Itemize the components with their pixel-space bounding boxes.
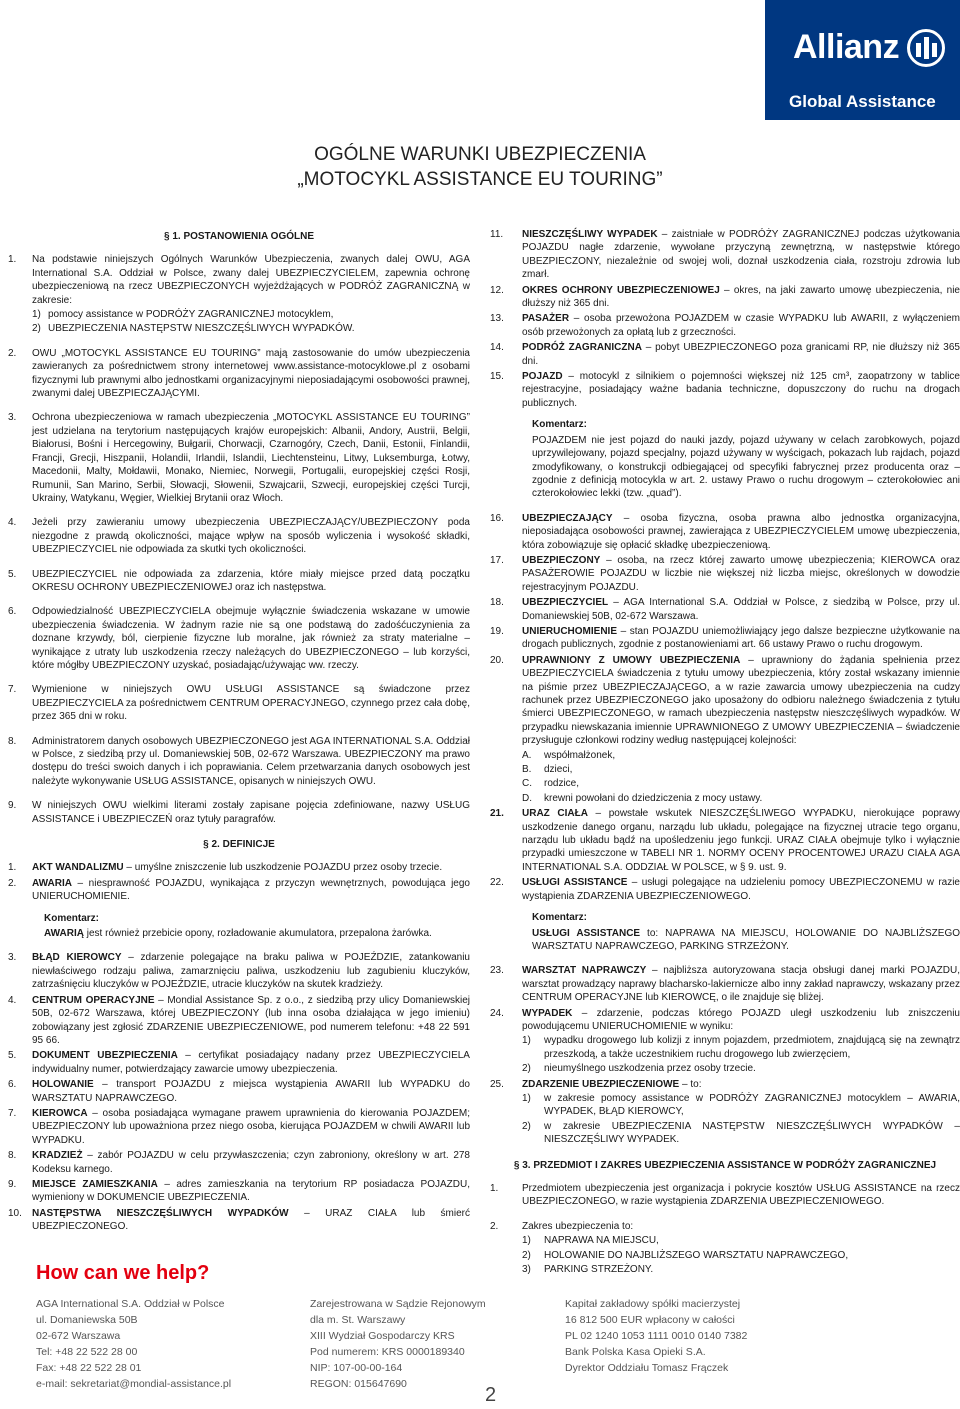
clause-8-text: Administratorem danych osobowych UBEZPIECZONEGO jest AGA INTERNATIONAL S.A. Oddział w Polsce, z siedzibą przy ul. Domaniewskiej 50B, 02-672 Warszawa. UBEZPIECZONY ma prawo dostępu do treści swoich danych i ich poprawiania. Celem przetwarzania danych osobowych jest należyte wykonywanie USŁUG ASSISTANCE, opisanych w niniejszych OWU. (32, 735, 470, 787)
clause-4: 4. Jeżeli przy zawieraniu umowy ubezpieczenia UBEZPIECZAJĄCY/UBEZPIECZONY poda niezgodne z prawdą okoliczności, mające wpływ na sposób wyliczenia i wysokość składki, UBEZPIECZYCIEL nie odpowiada za skutki tych okoliczności. (8, 517, 470, 556)
title-line-2: „MOTOCYKL ASSISTANCE EU TOURING” (297, 169, 663, 190)
right-column (490, 228, 960, 1287)
comment-3 (532, 911, 960, 953)
definition-14: 14. PODRÓŻ ZAGRANICZNA – pobyt UBEZPIECZONEGO poza granicami RP, nie dłuższy niż 365 dni. (490, 342, 960, 367)
definition-13-text: – osoba przewożona POJAZDEM w czasie WYPADKU lub AWARII, z wyłączeniem osób przewożonych za opłatą lub z grzeczności. (522, 313, 960, 338)
definition-18-text: – AGA International S.A. Oddział w Polsce, z siedzibą w Polsce, przy ul. Domaniewskiej 50B, 02-672 Warszawa. (522, 597, 960, 622)
comment-3-text: to: NAPRAWA NA MIEJSCU, HOLOWANIE DO NAJBLIŻSZEGO WARSZTATU NAPRAWCZEGO, PARKING STRZEŻONY. (532, 927, 960, 952)
allianz-logo (793, 28, 945, 67)
definition-20-b: dzieci, (544, 764, 573, 776)
footer-registration-info (310, 1296, 486, 1392)
document-title (0, 142, 960, 192)
definition-17: 17. UBEZPIECZONY – osoba, na rzecz której zawarto umowę ubezpieczenia; KIEROWCA oraz PASAŻEROWIE POJAZDU w liczbie nie większej niż liczba miejsc, określonych w dowodzie rejestracyjnym POJAZDU. (490, 554, 960, 593)
definition-13: 13. PASAŻER – osoba przewożona POJAZDEM w czasie WYPADKU lub AWARII, z wyłączeniem osób przewożonych za opłatą lub z grzeczności. (490, 313, 960, 338)
definition-17-term: UBEZPIECZONY (522, 554, 601, 566)
definition-20-d: krewni powołani do dziedziczenia z mocy ustawy. (544, 792, 763, 804)
clause-3-text: Ochrona ubezpieczeniowa w ramach ubezpieczenia „MOTOCYKL ASSISTANCE EU TOURING” jest udzielana na terytorium następujących krajów europejskich: Albanii, Andory, Austrii, Belgii, Białorusi, Bośni i Hercegowiny, Bułgarii, Chorwacji, Czarnogóry, Czech, Danii, Estonii, Finlandii, Francji, Grecji, Hiszpanii, Holandii, Irlandii, Islandii, Liechtensteinu, Litwy, Luksemburga, Łotwy, Macedonii, Malty, Mołdawii, Monako, Niemiec, Norwegii, Portugalii, europejskiej części Rosji, Rumunii, San Marino, Serbii, Słowacji, Słowenii, Szwajcarii, Szwecji, europejskiej części Turcji, Ukrainy, Watykanu, Węgier, Wielkiej Brytanii oraz Włoch. (32, 412, 470, 504)
definition-19: 19. UNIERUCHOMIENIE – stan POJAZDU uniemożliwiający jego dalsze bezpieczne użytkowanie na drogach publicznych, zgodnie z postanowieniami art. 66 ustawy Prawo o ruchu drogowym. (490, 625, 960, 651)
footer-line: PL 02 1240 1053 1111 0010 0140 7382 (565, 1330, 748, 1342)
definition-9-text: – adres zamieszkania na terytorium RP posiadacza POJAZDU, wymieniony w DOKUMENCIE UBEZPIECZENIA. (32, 1178, 470, 1204)
footer-capital-info (565, 1296, 747, 1376)
definition-20: 20. UPRAWNIONY Z UMOWY UBEZPIECZENIA – uprawniony do żądania spełnienia przez UBEZPIECZYCIELA świadczenia z tytułu umowy ubezpieczenia, który został wskazany imiennie na piśmie przez UBEZPIECZAJĄCEGO, a w razie zawarcia umowy ubezpieczenia na cudzy rachunek przez UBEZPIECZONEGO jako uposażony do odbioru należnego świadczenia z tytułu śmierci UBEZPIECZONEGO, w ramach ubezpieczenia następstw nieszczęśliwych wypadków. W przypadku niewskazania imiennie UPRAWNIONEGO Z UMOWY UBEZPIECZENIA – świadczenie przysługuje członkowi rodziny według następującej kolejności: A. współmałżonek, B. dzieci, C. rodzice, D. krewni powołani do dziedziczenia z mocy ustawy. (490, 654, 960, 804)
definition-24-b: nieumyślnego uszkodzenia przez osoby trzecie. (544, 1063, 756, 1075)
footer-line: Zarejestrowana w Sądzie Rejonowym (310, 1298, 486, 1310)
comment-3-label: Komentarz: (532, 912, 588, 924)
definition-16-text: – osoba fizyczna, osoba prawna albo jednostka organizacyjna, nieposiadająca osobowości prawnej, zawierająca z UBEZPIECZYCIELEM umowę ubezpieczenia, która zobowiązuje się opłacić składkę ubezpieczeniową. (522, 512, 960, 551)
definition-9-term: MIEJSCE ZAMIESZKANIA (32, 1178, 158, 1190)
clause-1-a: pomocy assistance w PODRÓŻY ZAGRANICZNEJ motocyklem, (48, 309, 334, 321)
clause-7: 7. Wymienione w niniejszych OWU USŁUGI ASSISTANCE są świadczone przez UBEZPIECZYCIELA za pośrednictwem CENTRUM OPERACYJNEGO, czynnego przez cała dobę, przez 365 dni w roku. (8, 684, 470, 723)
definition-10-text: – URAZ CIAŁA lub śmierć UBEZPIECZONEGO. (32, 1207, 471, 1233)
definition-11-term: NIESZCZĘŚLIWY WYPADEK (522, 229, 658, 240)
definition-22-text: – usługi polegające na udzieleniu pomocy UBEZPIECZONEMU w razie wystąpienia ZDARZENIA UBEZPIECZENIOWEGO. (522, 877, 960, 902)
comment-2-text: POJAZDEM nie jest pojazd do nauki jazdy, pojazd używany w celach zarobkowych, pojazd uprzywilejowany, pojazd specjalny, pojazd używany w wyścigach, pokazach lub rajdach, pojazd zmodyfikowany, o konstrukcji odbiegającej od specyfiki fabrycznej przez producenta oraz – zgodnie z definicją motocykla w art. 2. ustawy Prawo o ruchu drogowym – czterokołowiec ani czterokołowiec lekki (tzw. „quad”). (532, 434, 960, 500)
footer-line: REGON: 015647690 (310, 1378, 407, 1390)
definition-14-term: PODRÓŻ ZAGRANICZNA (522, 342, 642, 354)
definition-25: 25. ZDARZENIE UBEZPIECZENIOWE – to: 1) w zakresie pomocy assistance w PODRÓŻY ZAGRANICZNEJ motocyklem – AWARIA, WYPADEK, BŁĄD KIEROWCY, 2) w zakresie UBEZPIECZENIA NASTĘPSTW NIESZCZĘŚLIWYCH WYPADKÓW – NIESZCZĘŚLIWY WYPADEK. (490, 1078, 960, 1146)
definition-12-term: OKRES OCHRONY UBEZPIECZENIOWEJ (522, 284, 720, 296)
clause-1: 1. Na podstawie niniejszych Ogólnych Warunków Ubezpieczenia, zwanych dalej OWU, AGA International S.A. Oddział w Polsce, zwany dalej UBEZPIECZYCIELEM, zapewnia ochronę ubezpieczeniową na rzecz UBEZPIECZONYCH wyjeżdżających w PODRÓŻ ZAGRANICZNĄ w zakresie: 1) pomocy assistance w PODRÓŻY ZAGRANICZNEJ motocyklem, 2) UBEZPIECZENIA NASTĘPSTW NIESZCZĘŚLIWYCH WYPADKÓW. (8, 254, 470, 335)
definition-23: 23. WARSZTAT NAPRAWCZY – najbliższa autoryzowana stacja obsługi danej marki POJAZDU, warsztat prowadzący naprawy blacharsko-lakiernicze albo inny zakład naprawczy, wskazany przez CENTRUM OPERACYJNE lub KIEROWCĘ, o ile znajduje się bliżej. (490, 965, 960, 1004)
definition-5-text: – certyfikat posiadający nadany przez UBEZPIECZYCIELA indywidualny numer, potwierdzający zawarcie umowy ubezpieczenia. (32, 1050, 470, 1075)
footer-line: Bank Polska Kasa Opieki S.A. (565, 1346, 706, 1358)
definition-22-term: USŁUGI ASSISTANCE (522, 877, 628, 889)
scope-item-1: NAPRAWA NA MIEJSCU, (544, 1235, 659, 1247)
definition-15: 15. POJAZD – motocykl z silnikiem o pojemności większej niż 125 cm³, zaopatrzony w tablice rejestracyjne, posiadający ważne badania techniczne, dopuszczony do ruchu na drogach publicznych. (490, 371, 960, 409)
scope-item-3: PARKING STRZEŻONY. (544, 1264, 654, 1276)
footer-line: dla m. St. Warszawy (310, 1314, 406, 1326)
clause-8: 8. Administratorem danych osobowych UBEZPIECZONEGO jest AGA INTERNATIONAL S.A. Oddział w Polsce, z siedzibą przy ul. Domaniewskiej 50B, 02-672 Warszawa. UBEZPIECZONY ma prawo dostępu do treści swoich danych i ich poprawiania. Celem przetwarzania danych osobowych jest należyte wykonywanie USŁUG ASSISTANCE, opisanych w niniejszych OWU. (8, 735, 470, 787)
comment-2 (532, 418, 960, 500)
clause-4-text: Jeżeli przy zawieraniu umowy ubezpieczenia UBEZPIECZAJĄCY/UBEZPIECZONY poda niezgodne z prawdą okoliczności, mające wpływ na sposób wyliczenia i wysokość składki, UBEZPIECZYCIEL nie odpowiada za skutki tych okoliczności. (32, 517, 470, 556)
definition-25-a: w zakresie pomocy assistance w PODRÓŻY ZAGRANICZNEJ motocyklem – AWARIA, WYPADEK, BŁĄD KIEROWCY, (544, 1092, 960, 1118)
section-1-heading: § 1. POSTANOWIENIA OGÓLNE (163, 231, 314, 242)
clause-9: 9. W niniejszych OWU wielkimi literami zostały zapisane pojęcia zdefiniowane, nazwy USŁUG ASSISTANCE i UBEZPIECZEŃ oraz tytuły paragrafów. (8, 800, 470, 825)
clause-9-text: W niniejszych OWU wielkimi literami zostały zapisane pojęcia zdefiniowane, nazwy USŁUG ASSISTANCE i UBEZPIECZEŃ oraz tytuły paragrafów. (32, 800, 470, 825)
definition-18: 18. UBEZPIECZYCIEL – AGA International S.A. Oddział w Polsce, z siedzibą w Polsce, przy ul. Domaniewskiej 50B, 02-672 Warszawa. (490, 597, 960, 622)
footer-line: AGA International S.A. Oddział w Polsce (36, 1298, 225, 1310)
footer-line: 02-672 Warszawa (36, 1330, 121, 1342)
help-heading: How can we help? (36, 1262, 210, 1284)
definition-9: 9. MIEJSCE ZAMIESZKANIA – adres zamieszkania na terytorium RP posiadacza POJAZDU, wymieniony w DOKUMENCIE UBEZPIECZENIA. (8, 1178, 470, 1204)
footer-line: Fax: +48 22 522 28 01 (36, 1362, 142, 1374)
definition-2: 2. AWARIA – niesprawność POJAZDU, wynikająca z przyczyn wewnętrznych, powodująca jego UNIERUCHOMIENIE. (8, 877, 470, 903)
definition-6-text: – transport POJAZDU z miejsca wystąpienia AWARII lub WYPADKU do WARSZTATU NAPRAWCZEGO. (32, 1079, 470, 1104)
section-3-clause-1-text: Przedmiotem ubezpieczenia jest organizacja i pokrycie kosztów USŁUG ASSISTANCE na rzecz UBEZPIECZONEGO, w razie wystąpienia ZDARZENIA UBEZPIECZENIOWEGO. (522, 1183, 960, 1208)
clause-2-text: OWU „MOTOCYKL ASSISTANCE EU TOURING” mają zastosowanie do umów ubezpieczenia zawieranych za pośrednictwem strony internetowej www.assistance-motocyklowe.pl z osobami fizycznymi lub prawnymi albo jednostkami organizacyjnymi nieposiadającymi osobowości prawnej, zwanymi dalej UBEZPIECZAJĄCYMI. (32, 347, 470, 400)
definition-15-text: – motocykl z silnikiem o pojemności większej niż 125 cm³, zaopatrzony w tablice rejestracyjne, posiadający ważne badania techniczne, dopuszczony do ruchu na drogach publicznych. (522, 371, 960, 409)
footer-line: Dyrektor Oddziału Tomasz Frączek (565, 1362, 729, 1374)
definition-3-text: – zdarzenie polegające na braku paliwa w POJEŹDZIE, zatankowaniu niewłaściwego rodzaju paliwa, zamarznięciu paliwa, uszkodzeniu lub zagubieniu kluczyków, zatrzaśnięciu kluczyków w POJEŹDZIE, utracie kluczyków na skutek kradzieży. (32, 952, 470, 991)
comment-1-label: Komentarz: (44, 912, 100, 924)
section-3-clause-1: 1. Przedmiotem ubezpieczenia jest organizacja i pokrycie kosztów USŁUG ASSISTANCE na rzecz UBEZPIECZONEGO, w razie wystąpienia ZDARZENIA UBEZPIECZENIOWEGO. (490, 1183, 960, 1208)
footer-line: Tel: +48 22 522 28 00 (36, 1346, 138, 1358)
definition-3: 3. BŁĄD KIEROWCY – zdarzenie polegające na braku paliwa w POJEŹDZIE, zatankowaniu niewłaściwego rodzaju paliwa, zamarznięciu paliwa, uszkodzeniu lub zagubieniu kluczyków, zatrzaśnięciu kluczyków w POJEŹDZIE, utracie kluczyków na skutek kradzieży. (8, 952, 470, 991)
definition-13-term: PASAŻER (522, 313, 570, 325)
brand-name: Allianz (793, 28, 900, 66)
footer-line: XIII Wydział Gospodarczy KRS (310, 1330, 455, 1342)
footer-company-info (36, 1296, 231, 1392)
definition-12-text: – okres, na jaki zawarto umowę ubezpieczenia, nie dłuższy niż 365 dni. (522, 284, 960, 310)
clause-5: 5. UBEZPIECZYCIEL nie odpowiada za zdarzenia, które miały miejsce przed datą początku OKRESU OCHRONY UBEZPIECZENIOWEJ oraz ich następstwa. (8, 568, 470, 593)
brand-subtitle: Global Assistance (789, 92, 936, 111)
section-2-heading: § 2. DEFINICJE (203, 839, 275, 851)
definition-10: 10. NASTĘPSTWA NIESZCZĘŚLIWYCH WYPADKÓW – URAZ CIAŁA lub śmierć UBEZPIECZONEGO. (8, 1207, 471, 1233)
definition-1-text: – umyślne zniszczenie lub uszkodzenie POJAZDU przez osoby trzecie. (123, 862, 443, 874)
definition-1: 1. AKT WANDALIZMU – umyślne zniszczenie lub uszkodzenie POJAZDU przez osoby trzecie. (8, 862, 443, 874)
definition-19-term: UNIERUCHOMIENIE (522, 625, 618, 637)
footer-line: Pod numerem: KRS 0000189340 (310, 1346, 465, 1358)
definition-11: 11. NIESZCZĘŚLIWY WYPADEK – zaistniałe w PODRÓŻY ZAGRANICZNEJ podczas użytkowania POJAZDU nagłe zdarzenie, wywołane przyczyną zewnętrzną, w następstwie którego UBEZPIECZONY, niezależnie od swojej woli, doznał uszkodzenia ciała, rozstroju zdrowia lub zmarł. (490, 229, 960, 281)
definition-22: 22. USŁUGI ASSISTANCE – usługi polegające na udzieleniu pomocy UBEZPIECZONEMU w razie wystąpienia ZDARZENIA UBEZPIECZENIOWEGO. (490, 877, 960, 902)
scope-item-2: HOLOWANIE DO NAJBLIŻSZEGO WARSZTATU NAPRAWCZEGO, (544, 1249, 849, 1261)
definition-21-term: URAZ CIAŁA (522, 808, 588, 820)
section-3-heading: § 3. PRZEDMIOT I ZAKRES UBEZPIECZENIA ASSISTANCE W PODRÓŻY ZAGRANICZNEJ (513, 1159, 937, 1171)
definition-12: 12. OKRES OCHRONY UBEZPIECZENIOWEJ – okres, na jaki zawarto umowę ubezpieczenia, nie dłuższy niż 365 dni. (490, 284, 960, 310)
definition-17-text: – osoba, na rzecz której zawarto umowę ubezpieczenia; KIEROWCA oraz PASAŻEROWIE POJAZDU w liczbie nie większej niż liczba miejsc, określonych w dowodzie rejestracyjnym POJAZDU. (522, 554, 960, 593)
definition-11-text: – zaistniałe w PODRÓŻY ZAGRANICZNEJ podczas użytkowania POJAZDU nagłe zdarzenie, wywołane przyczyną zewnętrzną, w następstwie którego UBEZPIECZONY, niezależnie od swojej woli, doznał uszkodzenia ciała, rozstroju zdrowia lub zmarł. (522, 229, 960, 281)
left-column (8, 230, 470, 1236)
definition-20-c: rodzice, (544, 778, 580, 790)
footer-email: e-mail: sekretariat@mondial-assistance.pl (36, 1378, 232, 1390)
definition-1-term: AKT WANDALIZMU (32, 862, 124, 874)
definition-23-term: WARSZTAT NAPRAWCZY (522, 965, 647, 977)
footer-line: Kapitał zakładowy spółki macierzystej (565, 1298, 741, 1310)
definition-5-term: DOKUMENT UBEZPIECZENIA (32, 1050, 178, 1062)
definition-20-text: – uprawniony do żądania spełnienia przez UBEZPIECZYCIELA świadczenia z tytułu umowy ubezpieczenia, który został wskazany imiennie na piśmie przez UBEZPIECZAJĄCEGO, a w razie zawarcia umowy ubezpieczenia na cudzy rachunek przez UBEZPIECZONEGO jako uposażony do odbioru należnego świadczenia z tytułu śmierci UBEZPIECZONEGO, w ramach ubezpieczenia następstw nieszczęśliwych wypadków. W przypadku niewskazania imiennie UPRAWNIONEGO Z UMOWY UBEZPIECZENIA – świadczenie przysługuje członkowi rodziny według następującej kolejności: (522, 654, 960, 747)
definition-18-term: UBEZPIECZYCIEL (522, 597, 609, 609)
clause-6: 6. Odpowiedzialność UBEZPIECZYCIELA obejmuje wyłącznie świadczenia wskazane w umowie ubezpieczenia świadczenia. W żadnym razie nie są one podstawą do zadośćuczynienia za doznane krzywdy, ból, cierpienie fizyczne lub moralne, jak również za straty materialne – wynikające z utraty lub uszkodzenia rzeczy należących do UBEZPIECZONEGO – lub korzyści, które mógłby UBEZPIECZONY uzyskać, posiadając/używając ww. rzeczy. (8, 606, 470, 671)
clause-3: 3. Ochrona ubezpieczeniowa w ramach ubezpieczenia „MOTOCYKL ASSISTANCE EU TOURING” jest udzielana na terytorium następujących krajów europejskich: Albanii, Andory, Austrii, Belgii, Białorusi, Bośni i Hercegowiny, Bułgarii, Chorwacji, Czarnogóry, Czech, Danii, Estonii, Finlandii, Francji, Grecji, Hiszpanii, Holandii, Irlandii, Islandii, Liechtensteinu, Litwy, Luksemburga, Łotwy, Macedonii, Malty, Mołdawii, Monako, Niemiec, Norwegii, Portugalii, europejskiej części Rosji, Rumunii, San Marino, Serbii, Słowacji, Słowenii, Szwajcarii, Szwecji, europejskiej części Turcji, Ukrainy, Watykanu, Węgier, Wielkiej Brytanii oraz Włoch. (8, 412, 470, 504)
footer-line: ul. Domaniewska 50B (36, 1314, 138, 1326)
definition-25-b: w zakresie UBEZPIECZENIA NASTĘPSTW NIESZCZĘŚLIWYCH WYPADKÓW – NIESZCZĘŚLIWY WYPADEK. (544, 1120, 960, 1146)
definition-21-text: – powstałe wskutek NIESZCZĘŚLIWEGO WYPADKU, nierokujące poprawy uszkodzenie danego organu, narządu lub układu, polegające na fizycznej utracie tego organu, narządu lub układu bądź na upośledzeniu jego funkcji. URAZ CIAŁA obejmuje tylko i wyłącznie przypadki umieszczone w TABELI NR 1. NORMY OCENY PROCENTOWEJ URAZU CIAŁA AGA INTERNATIONAL S.A. ODDZIAŁ W POLSCE, w § 9. ust. 9. (522, 808, 960, 873)
definition-6: 6. HOLOWANIE – transport POJAZDU z miejsca wystąpienia AWARII lub WYPADKU do WARSZTATU NAPRAWCZEGO. (8, 1079, 470, 1104)
definition-14-text: – pobyt UBEZPIECZONEGO poza granicami RP, nie dłuższy niż 365 dni. (522, 342, 960, 367)
definition-21: 21. URAZ CIAŁA – powstałe wskutek NIESZCZĘŚLIWEGO WYPADKU, nierokujące poprawy uszkodzenie danego organu, narządu lub układu, polegające na fizycznej utracie tego organu, narządu lub układu bądź na upośledzeniu jego funkcji. URAZ CIAŁA obejmuje tylko i wyłącznie przypadki umieszczone w TABELI NR 1. NORMY OCENY PROCENTOWEJ URAZU CIAŁA AGA INTERNATIONAL S.A. ODDZIAŁ W POLSCE, w § 9. ust. 9. (490, 808, 960, 873)
definition-24-term: WYPADEK (522, 1007, 573, 1019)
definition-20-a: współmałżonek, (544, 749, 616, 761)
section-3-clause-2-text: Zakres ubezpieczenia to: (522, 1220, 634, 1232)
clause-5-text: UBEZPIECZYCIEL nie odpowiada za zdarzenia, które miały miejsce przed datą początku OKRESU OCHRONY UBEZPIECZENIOWEJ oraz ich następstwa. (32, 568, 470, 593)
allianz-eagle-icon (907, 29, 945, 67)
definition-25-term: ZDARZENIE UBEZPIECZENIOWE (522, 1078, 680, 1090)
definition-4-text: – Mondial Assistance Sp. z o.o., z siedzibą przy ulicy Domaniewskiej 50B, 02-672 Warszawa, której UBEZPIECZONY (lub inna osoba działająca w jego imieniu) zobowiązany jest zgłosić ZDARZENIE UBEZPIECZENIOWE, pod numerem telefonu: +48 22 591 95 66. (32, 994, 471, 1046)
definition-24-text: – zdarzenie, podczas którego POJAZD uległ uszkodzeniu lub zniszczeniu powodującemu UNIERUCHOMIENIE w wyniku: (522, 1007, 960, 1032)
definition-8-text: – zabór POJAZDU w celu przywłaszczenia; czyn zabroniony, określony w art. 278 Kodeksu karnego. (32, 1150, 470, 1175)
comment-1-text: jest również przebicie opony, rozładowanie akumulatora, przepalona żarówka. (84, 928, 432, 940)
allianz-brand-block (765, 0, 960, 120)
clause-7-text: Wymienione w niniejszych OWU USŁUGI ASSISTANCE są świadczone przez UBEZPIECZYCIELA za pośrednictwem CENTRUM OPERACYJNEGO, czynnego przez cała dobę, przez 365 dni w roku. (32, 684, 470, 723)
definition-2-text: – niesprawność POJAZDU, wynikająca z przyczyn wewnętrznych, powodująca jego UNIERUCHOMIENIE. (32, 877, 470, 903)
page-number: 2 (485, 1384, 497, 1406)
clause-1-b: UBEZPIECZENIA NASTĘPSTW NIESZCZĘŚLIWYCH WYPADKÓW. (48, 323, 355, 335)
definition-10-term: NASTĘPSTWA NIESZCZĘŚLIWYCH WYPADKÓW (32, 1207, 289, 1219)
definition-2-term: AWARIA (32, 877, 72, 889)
definition-16: 16. UBEZPIECZAJĄCY – osoba fizyczna, osoba prawna albo jednostka organizacyjna, nieposiadająca osobowości prawnej, zawierająca z UBEZPIECZYCIELEM umowę ubezpieczenia, która zobowiązuje się opłacić składkę ubezpieczeniową. (490, 512, 960, 551)
comment-1-term: AWARIĄ (44, 928, 84, 940)
comment-1 (44, 912, 470, 941)
definition-7: 7. KIEROWCA – osoba posiadająca wymagane prawem uprawnienia do kierowania POJAZDEM; UBEZPIECZONY lub upoważniona przez niego osoba, kierująca POJAZDEM w chwili AWARII lub WYPADKU. (8, 1107, 470, 1146)
clause-1-text: Na podstawie niniejszych Ogólnych Warunków Ubezpieczenia, zwanych dalej OWU, AGA International S.A. Oddział w Polsce, zwany dalej UBEZPIECZYCIELEM, zapewnia ochronę ubezpieczeniową na rzecz UBEZPIECZONYCH wyjeżdżających w PODRÓŻ ZAGRANICZNĄ w zakresie: (32, 254, 470, 306)
clause-6-text: Odpowiedzialność UBEZPIECZYCIELA obejmuje wyłącznie świadczenia wskazane w umowie ubezpieczenia świadczenia. W żadnym razie nie są one podstawą do zadośćuczynienia za doznane krzywdy, ból, cierpienie fizyczne lub moralne, jak również za straty materialne – wynikające z utraty lub uszkodzenia rzeczy należących do UBEZPIECZONEGO – lub korzyści, które mógłby UBEZPIECZONY uzyskać, posiadając/używając ww. rzeczy. (32, 606, 470, 671)
definition-4: 4. CENTRUM OPERACYJNE – Mondial Assistance Sp. z o.o., z siedzibą przy ulicy Domaniewskiej 50B, 02-672 Warszawa, której UBEZPIECZONY (lub inna osoba działająca w jego imieniu) zobowiązany jest zgłosić ZDARZENIE UBEZPIECZENIOWE, pod numerem telefonu: +48 22 591 95 66. (8, 994, 471, 1046)
definition-5: 5. DOKUMENT UBEZPIECZENIA – certyfikat posiadający nadany przez UBEZPIECZYCIELA indywidualny numer, potwierdzający zawarcie umowy ubezpieczenia. (8, 1050, 470, 1075)
definition-15-term: POJAZD (522, 371, 563, 383)
definition-24-a: wypadku drogowego lub kolizji z innym pojazdem, przedmiotem, znajdującą się na zewnątrz przeszkodą, a także uczestnikiem ruchu drogowego lub zwierzęciem, (544, 1035, 960, 1060)
definition-7-term: KIEROWCA (32, 1107, 88, 1119)
definition-6-term: HOLOWANIE (32, 1079, 94, 1091)
definition-24: 24. WYPADEK – zdarzenie, podczas którego POJAZD uległ uszkodzeniu lub zniszczeniu powodującemu UNIERUCHOMIENIE w wyniku: 1) wypadku drogowego lub kolizji z innym pojazdem, przedmiotem, znajdującą się na zewnątrz przeszkodą, a także uczestnikiem ruchu drogowego lub zwierzęciem, 2) nieumyślnego uszkodzenia przez osoby trzecie. (490, 1007, 960, 1075)
footer-line: 16 812 500 EUR wpłacony w całości (565, 1314, 735, 1326)
definition-7-text: – osoba posiadająca wymagane prawem uprawnienia do kierowania POJAZDEM; UBEZPIECZONY lub upoważniona przez niego osoba, kierująca POJAZDEM w chwili AWARII lub WYPADKU. (32, 1107, 470, 1146)
title-line-1: OGÓLNE WARUNKI UBEZPIECZENIA (314, 144, 646, 165)
definition-3-term: BŁĄD KIEROWCY (32, 952, 122, 964)
footer-line: NIP: 107-00-00-164 (310, 1362, 403, 1374)
definition-16-term: UBEZPIECZAJĄCY (522, 512, 613, 524)
definition-8: 8. KRADZIEŻ – zabór POJAZDU w celu przywłaszczenia; czyn zabroniony, określony w art. 278 Kodeksu karnego. (8, 1150, 470, 1175)
definition-20-term: UPRAWNIONY Z UMOWY UBEZPIECZENIA (522, 654, 741, 666)
clause-2: 2. OWU „MOTOCYKL ASSISTANCE EU TOURING” mają zastosowanie do umów ubezpieczenia zawieranych za pośrednictwem strony internetowej www.assistance-motocyklowe.pl z osobami fizycznymi lub prawnymi albo jednostkami organizacyjnymi nieposiadającymi osobowości prawnej, zwanymi dalej UBEZPIECZAJĄCYMI. (8, 347, 470, 400)
definition-4-term: CENTRUM OPERACYJNE (32, 994, 155, 1006)
section-3-clause-2: 2. Zakres ubezpieczenia to: 1) NAPRAWA NA MIEJSCU, 2) HOLOWANIE DO NAJBLIŻSZEGO WARSZTATU NAPRAWCZEGO, 3) PARKING STRZEŻONY. (490, 1220, 849, 1276)
definition-25-text: – to: (679, 1078, 702, 1090)
definition-23-text: – najbliższa autoryzowana stacja obsługi danej marki POJAZDU, warsztat prowadzący naprawy blacharsko-lakiernicze albo inny zakład naprawczy, wskazany przez CENTRUM OPERACYJNE lub KIEROWCĘ, o ile znajduje się bliżej. (522, 965, 960, 1004)
comment-3-term: USŁUGI ASSISTANCE (532, 927, 641, 939)
definition-19-text: – stan POJAZDU uniemożliwiający jego dalsze bezpieczne użytkowanie na drogach publicznych, zgodnie z postanowieniami art. 66 ustawy Prawo o ruchu drogowym. (522, 625, 960, 651)
definition-8-term: KRADZIEŻ (32, 1150, 83, 1162)
comment-2-label: Komentarz: (532, 419, 588, 431)
